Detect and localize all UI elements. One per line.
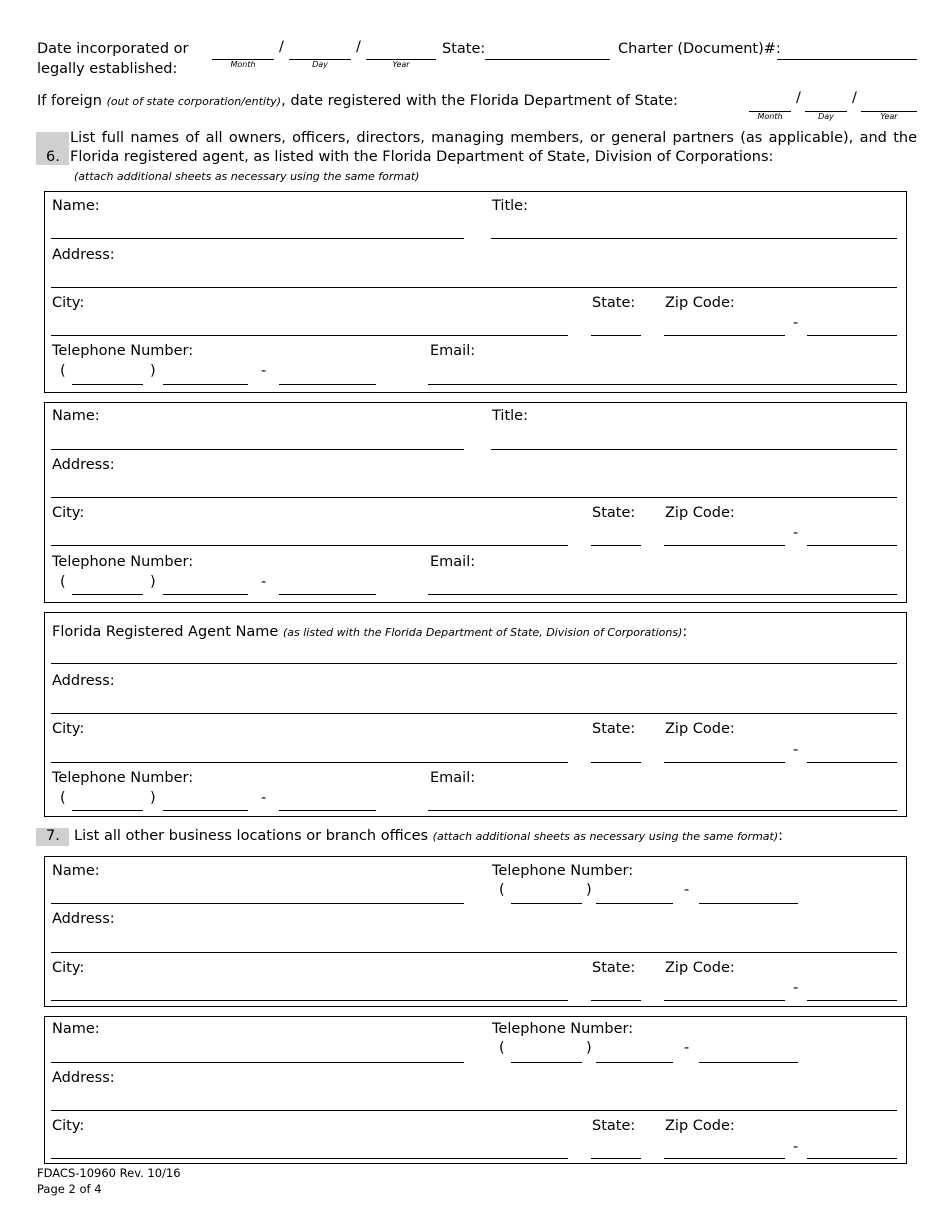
- zip-extension-field[interactable]: [807, 1158, 897, 1159]
- zip-field[interactable]: [664, 762, 785, 763]
- title-label: Title:: [492, 408, 528, 424]
- zip-field[interactable]: [664, 335, 785, 336]
- section-7-text: [74, 829, 783, 844]
- charter-number-field[interactable]: [777, 59, 917, 60]
- city-field[interactable]: [51, 545, 568, 546]
- agent-colon: :: [682, 624, 688, 640]
- phone-line-field[interactable]: [279, 594, 376, 595]
- paren-open: (: [499, 882, 505, 898]
- zip-dash: -: [793, 525, 799, 541]
- date-incorporated-label: Date incorporated or: [37, 41, 189, 57]
- title-field[interactable]: [491, 238, 897, 239]
- city-label: City:: [52, 1118, 85, 1134]
- section-7-note: (attach additional sheets as necessary using the same format): [432, 830, 779, 843]
- paren-open: (: [60, 363, 66, 379]
- date-slash: /: [796, 90, 801, 106]
- registered-agent-label: [52, 625, 687, 640]
- phone-prefix-field[interactable]: [163, 594, 248, 595]
- telephone-label: Telephone Number:: [492, 1021, 634, 1037]
- agent-label-text: Florida Registered Agent Name: [52, 624, 283, 640]
- name-label: Name:: [52, 863, 100, 879]
- telephone-label: Telephone Number:: [52, 554, 194, 570]
- area-code-field[interactable]: [511, 903, 582, 904]
- city-label: City:: [52, 295, 85, 311]
- zip-field[interactable]: [664, 1158, 785, 1159]
- section-6-text-2: Florida registered agent, as listed with the Florida Department of State, Division of Corporations:: [70, 149, 774, 165]
- name-field[interactable]: [51, 1062, 464, 1063]
- zip-dash: -: [793, 1139, 799, 1155]
- zip-extension-field[interactable]: [807, 545, 897, 546]
- day-caption: Day: [818, 112, 834, 121]
- paren-close: ): [586, 882, 592, 898]
- foreign-suffix: , date registered with the Florida Department of State:: [281, 93, 678, 109]
- zip-extension-field[interactable]: [807, 1000, 897, 1001]
- section-7-number: 7.: [46, 828, 60, 844]
- address-field[interactable]: [51, 713, 897, 714]
- year-caption: Year: [392, 60, 410, 69]
- section-7-colon: :: [778, 828, 784, 844]
- city-label: City:: [52, 505, 85, 521]
- title-field[interactable]: [491, 449, 897, 450]
- zip-dash: -: [793, 742, 799, 758]
- date-incorporated-label-2: legally established:: [37, 61, 178, 77]
- name-field[interactable]: [51, 903, 464, 904]
- paren-open: (: [60, 790, 66, 806]
- telephone-label: Telephone Number:: [52, 343, 194, 359]
- owner-entry-1: [44, 191, 907, 393]
- date-slash: /: [356, 39, 361, 55]
- address-label: Address:: [52, 247, 115, 263]
- address-field[interactable]: [51, 952, 897, 953]
- city-field[interactable]: [51, 762, 568, 763]
- paren-close: ): [150, 574, 156, 590]
- zip-label: Zip Code:: [665, 295, 735, 311]
- email-label: Email:: [430, 554, 476, 570]
- title-label: Title:: [492, 198, 528, 214]
- phone-dash: -: [261, 363, 267, 379]
- zip-dash: -: [793, 980, 799, 996]
- owner-entry-2: [44, 402, 907, 603]
- section-6-number: 6.: [46, 149, 60, 165]
- incorporated-state-field[interactable]: [485, 59, 610, 60]
- address-label: Address:: [52, 911, 115, 927]
- phone-prefix-field[interactable]: [163, 810, 248, 811]
- branch-location-1: [44, 856, 907, 1007]
- city-field[interactable]: [51, 335, 568, 336]
- section-6-note: (attach additional sheets as necessary using the same format): [74, 170, 420, 183]
- day-caption: Day: [312, 60, 328, 69]
- phone-prefix-field[interactable]: [596, 1062, 673, 1063]
- email-field[interactable]: [428, 594, 897, 595]
- address-label: Address:: [52, 673, 115, 689]
- name-label: Name:: [52, 1021, 100, 1037]
- zip-label: Zip Code:: [665, 1118, 735, 1134]
- zip-dash: -: [793, 315, 799, 331]
- phone-dash: -: [684, 1040, 690, 1056]
- state-field[interactable]: [591, 335, 641, 336]
- email-field[interactable]: [428, 384, 897, 385]
- name-label: Name:: [52, 408, 100, 424]
- address-field[interactable]: [51, 1110, 897, 1111]
- zip-label: Zip Code:: [665, 505, 735, 521]
- foreign-registration-label: [37, 94, 678, 109]
- area-code-field[interactable]: [72, 594, 143, 595]
- city-field[interactable]: [51, 1158, 568, 1159]
- agent-note: (as listed with the Florida Department of State, Division of Corporations): [282, 626, 683, 639]
- registered-agent-entry: [44, 612, 907, 817]
- name-label: Name:: [52, 198, 100, 214]
- state-field[interactable]: [591, 545, 641, 546]
- paren-close: ): [150, 363, 156, 379]
- paren-close: ): [150, 790, 156, 806]
- phone-dash: -: [261, 790, 267, 806]
- date-slash: /: [279, 39, 284, 55]
- phone-dash: -: [684, 882, 690, 898]
- telephone-label: Telephone Number:: [52, 770, 194, 786]
- branch-location-2: [44, 1016, 907, 1164]
- zip-extension-field[interactable]: [807, 762, 897, 763]
- address-field[interactable]: [51, 287, 897, 288]
- city-label: City:: [52, 960, 85, 976]
- paren-close: ): [586, 1040, 592, 1056]
- zip-extension-field[interactable]: [807, 335, 897, 336]
- phone-line-field[interactable]: [279, 810, 376, 811]
- city-field[interactable]: [51, 1000, 568, 1001]
- telephone-label: Telephone Number:: [492, 863, 634, 879]
- state-label: State:: [592, 295, 636, 311]
- city-label: City:: [52, 721, 85, 737]
- area-code-field[interactable]: [72, 810, 143, 811]
- date-slash: /: [852, 90, 857, 106]
- foreign-prefix: If foreign: [37, 93, 107, 109]
- email-label: Email:: [430, 343, 476, 359]
- name-field[interactable]: [51, 238, 464, 239]
- address-label: Address:: [52, 457, 115, 473]
- state-field[interactable]: [591, 1158, 641, 1159]
- month-caption: Month: [757, 112, 783, 121]
- paren-open: (: [60, 574, 66, 590]
- phone-line-field[interactable]: [279, 384, 376, 385]
- phone-dash: -: [261, 574, 267, 590]
- year-caption: Year: [880, 112, 898, 121]
- foreign-note: (out of state corporation/entity): [106, 95, 282, 108]
- page-number: Page 2 of 4: [37, 1182, 102, 1196]
- state-label: State:: [592, 1118, 636, 1134]
- state-label: State:: [592, 721, 636, 737]
- phone-line-field[interactable]: [699, 1062, 798, 1063]
- email-label: Email:: [430, 770, 476, 786]
- section-6-text: List full names of all owners, officers, directors, managing members, or general partners (as applicable), and the: [70, 130, 917, 146]
- paren-open: (: [499, 1040, 505, 1056]
- address-field[interactable]: [51, 497, 897, 498]
- address-label: Address:: [52, 1070, 115, 1086]
- area-code-field[interactable]: [511, 1062, 582, 1063]
- form-id: FDACS-10960 Rev. 10/16: [37, 1166, 181, 1180]
- zip-field[interactable]: [664, 1000, 785, 1001]
- phone-line-field[interactable]: [699, 903, 798, 904]
- zip-label: Zip Code:: [665, 721, 735, 737]
- phone-prefix-field[interactable]: [596, 903, 673, 904]
- state-label: State:: [592, 960, 636, 976]
- name-field[interactable]: [51, 449, 464, 450]
- state-label: State:: [442, 41, 486, 57]
- state-label: State:: [592, 505, 636, 521]
- section-7-label: List all other business locations or branch offices: [74, 828, 433, 844]
- charter-label: Charter (Document)#:: [618, 41, 781, 57]
- month-caption: Month: [230, 60, 256, 69]
- state-field[interactable]: [591, 1000, 641, 1001]
- zip-label: Zip Code:: [665, 960, 735, 976]
- state-field[interactable]: [591, 762, 641, 763]
- area-code-field[interactable]: [72, 384, 143, 385]
- phone-prefix-field[interactable]: [163, 384, 248, 385]
- email-field[interactable]: [428, 810, 897, 811]
- registered-agent-name-field[interactable]: [51, 663, 897, 664]
- zip-field[interactable]: [664, 545, 785, 546]
